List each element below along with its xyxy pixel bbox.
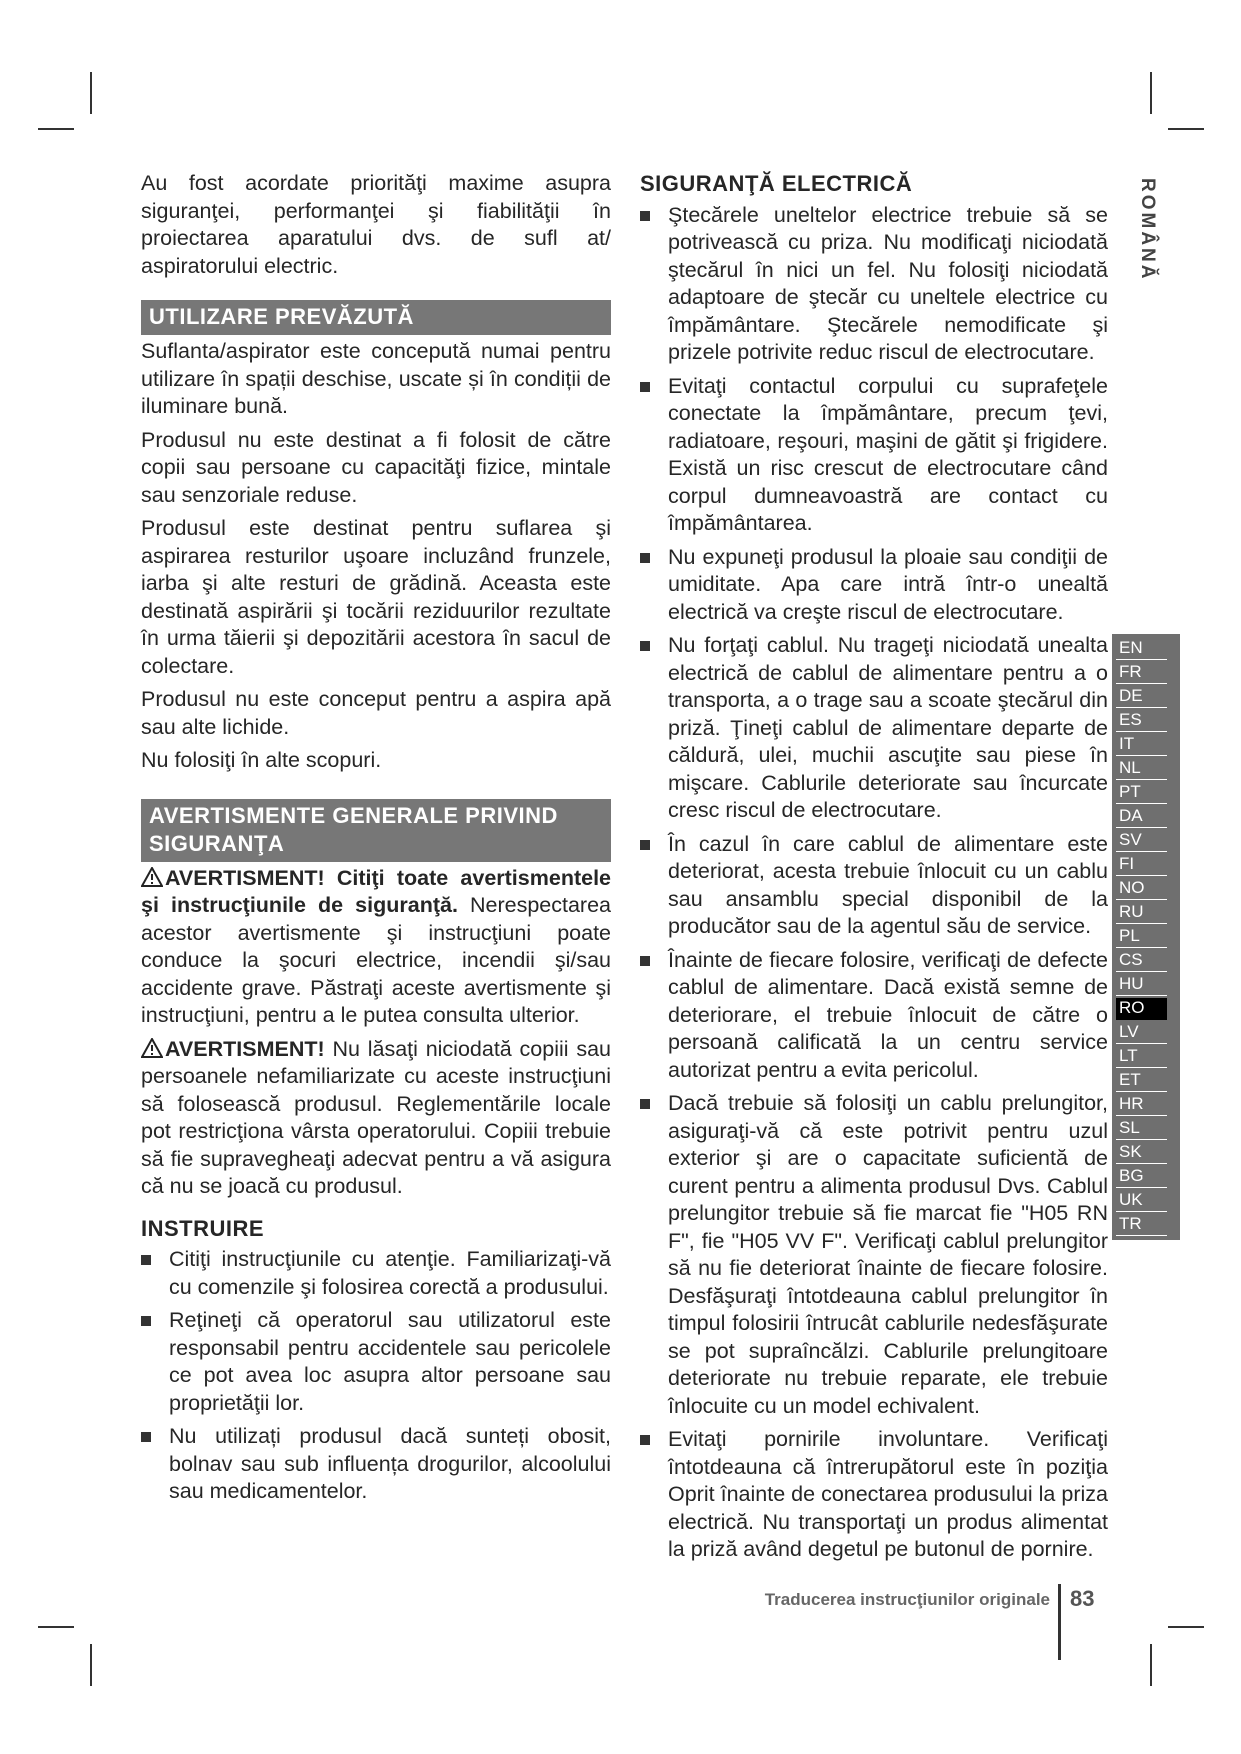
paragraph: Produsul nu este conceput pentru a aspira apă sau alte lichide. [141,687,611,739]
crop-mark [38,1626,74,1628]
list-item: Evitaţi contactul corpului cu suprafeţele conectate la împământare, precum ţevi, radiatoare, reşouri, maşini de gătit şi frigidere. Există un risc crescut de electrocutare când corpul dumneavoastră are contact cu împământarea. [640,373,1108,538]
language-tab-hu: HU [1116,974,1167,996]
side-language-label: ROMÂNĂ [1137,178,1158,282]
list-item: În cazul în care cablul de alimentare este deteriorat, acesta trebuie înlocuit cu un cablu sau ansamblu special disponibil de la producător sau de la agentul său de service. [640,831,1108,941]
warning-bold-text: AVERTISMENT! Citiţi toate avertismentele şi instrucţiunile de siguranţă. [141,865,611,917]
language-tab-pt: PT [1116,782,1167,804]
list-item: Citiţi instrucţiunile cu atenţie. Familiarizaţi-vă cu comenzile şi folosirea corectă a produsului. [141,1246,611,1301]
language-tab-hr: HR [1116,1094,1167,1116]
language-tab-de: DE [1116,686,1167,708]
language-tab-lv: LV [1116,1022,1167,1044]
footer-divider [1058,1584,1061,1660]
warning-triangle-icon [141,867,163,887]
paragraph: Produsul nu este destinat a fi folosit de către copii sau persoane cu capacităţi fizice, mintale sau senzoriale reduse. [141,427,611,507]
left-column [141,170,611,1512]
paragraph: Produsul este destinat pentru suflarea şi aspirarea resturilor uşoare incluzând frunzele, iarba şi alte resturi de grădină. Aceasta este destinată aspirării şi tocării reziduurilor rezultate în urma tăierii şi depozitării acestora în sacul de colectare. [141,516,611,678]
crop-mark [1168,128,1204,130]
list-item: Ştecărele uneltelor electrice trebuie să se potrivească cu priza. Nu modificaţi niciodată ştecărul în nici un fel. Nu folosiţi niciodată adaptoare de ştecăr cu uneltele electrice cu împământare. Ştecărele nemodificate şi prizele potrivite reduc riscul de electrocutare. [640,202,1108,367]
language-tab-sl: SL [1116,1118,1167,1140]
warning-triangle-icon [141,1038,163,1058]
language-tab-sv: SV [1116,830,1167,852]
intro-paragraph: Au fost acordate priorităţi maxime asupra siguranţei, performanţei şi fiabilităţii în proiectarea aparatului dvs. de sufl at/ aspiratorului electric. [141,171,611,278]
section-heading-intended-use: UTILIZARE PREVĂZUTĂ [141,300,611,335]
language-tab-ro: RO [1116,998,1167,1020]
language-tab-en: EN [1116,638,1167,660]
language-tab-ru: RU [1116,902,1167,924]
list-item: Înainte de fiecare folosire, verificaţi de defecte cablul de alimentare. Dacă există semne de deteriorare, el trebuie înlocuit de către o persoană calificată la un centru service autorizat pentru a evita pericolul. [640,947,1108,1085]
language-tab-et: ET [1116,1070,1167,1092]
language-tab-es: ES [1116,710,1167,732]
warning-bold-text: AVERTISMENT! [165,1036,325,1061]
language-tab-tr: TR [1116,1214,1167,1236]
page-number: 83 [1070,1586,1095,1611]
language-tab-no: NO [1116,878,1167,900]
language-tab-it: IT [1116,734,1167,756]
language-tab-uk: UK [1116,1190,1167,1212]
language-tab-bg: BG [1116,1166,1167,1188]
right-column [640,170,1108,1570]
language-tab-fi: FI [1116,854,1167,876]
warning-paragraph [141,1036,611,1201]
warning-text: Nerespectarea acestor avertismente şi instrucţiuni poate conduce la şocuri electrice, incendii şi/sau accidente grave. Păstraţi aceste avertismente şi instrucţiuni, pentru a le putea consulta ulterior. [141,893,611,1027]
language-tabs [1112,634,1180,1240]
section-heading-training: INSTRUIRE [141,1215,265,1241]
crop-mark [38,128,74,130]
warning-text: Nu lăsaţi niciodată copiii sau persoanele nefamiliarizate cu aceste instrucţiuni să folosească produsul. Reglementările locale pot restricţiona vârsta operatorului. Copiii trebuie să fie supravegheaţi adecvat pentru a vă asigura că nu se joacă cu produsul. [141,1036,611,1198]
list-item: Nu utilizați produsul dacă sunteți obosit, bolnav sau sub influența drogurilor, alcoolului sau medicamentelor. [141,1423,611,1506]
warning-paragraph [141,865,611,1030]
footer-caption: Traducerea instrucţiunilor originale [764,1590,1050,1609]
list-item: Reţineţi că operatorul sau utilizatorul este responsabil pentru accidentele sau pericolele ce pot avea loc asupra altor persoane sau proprietăţii lor. [141,1307,611,1417]
language-tab-pl: PL [1116,926,1167,948]
language-tab-da: DA [1116,806,1167,828]
language-tab-nl: NL [1116,758,1167,780]
list-item: Evitaţi pornirile involuntare. Verificaţi întotdeauna că întrerupătorul este în poziţia Oprit înainte de conectarea produsului la priza electrică. Nu transportaţi un produs alimentat la priză având degetul pe butonul de pornire. [640,1426,1108,1564]
language-tab-cs: CS [1116,950,1167,972]
crop-mark [1150,72,1152,114]
crop-mark [90,72,92,114]
language-tab-lt: LT [1116,1046,1167,1068]
paragraph: Suflanta/aspirator este concepută numai pentru utilizare în spații deschise, uscate și în condiții de iluminare bună. [141,339,611,418]
crop-mark [90,1644,92,1686]
list-item: Dacă trebuie să folosiţi un cablu prelungitor, asiguraţi-vă că este potrivit pentru uzul exterior şi are o capacitate suficientă de curent pentru a alimenta produsul Dvs. Cablul prelungitor trebuie să fie marcat fie "H05 RN F", fie "H05 VV F". Verificaţi cablul prelungitor să nu fie deteriorat înainte de fiecare folosire. Desfăşuraţi întotdeauna cablul prelungitor în timpul folosirii întrucât cablurile nedesfăşurate se pot supraîncălzi. Cablurile prelungitoare deteriorate nu trebuie reparate, ele trebuie înlocuite cu un model echivalent. [640,1090,1108,1420]
crop-mark [1150,1644,1152,1686]
section-heading-electrical-safety: SIGURANŢĂ ELECTRICĂ [640,171,913,196]
language-tab-sk: SK [1116,1142,1167,1164]
crop-mark [1168,1626,1204,1628]
paragraph: Nu folosiţi în alte scopuri. [141,748,382,772]
section-heading-general-warnings: AVERTISMENTE GENERALE PRIVIND SIGURANŢA [141,799,611,862]
language-tab-fr: FR [1116,662,1167,684]
list-item: Nu expuneţi produsul la ploaie sau condiţii de umiditate. Apa care intră într-o unealtă electrică va creşte riscul de electrocutare. [640,544,1108,627]
list-item: Nu forţaţi cablul. Nu trageţi niciodată unealta electrică de cablul de alimentare pentru a o transporta, a o trage sau a scoate ştecărul din priză. Ţineţi cablul de alimentare departe de căldură, ulei, muchii ascuţite sau piese în mişcare. Cablurile deteriorate sau încurcate cresc riscul de electrocutare. [640,632,1108,825]
